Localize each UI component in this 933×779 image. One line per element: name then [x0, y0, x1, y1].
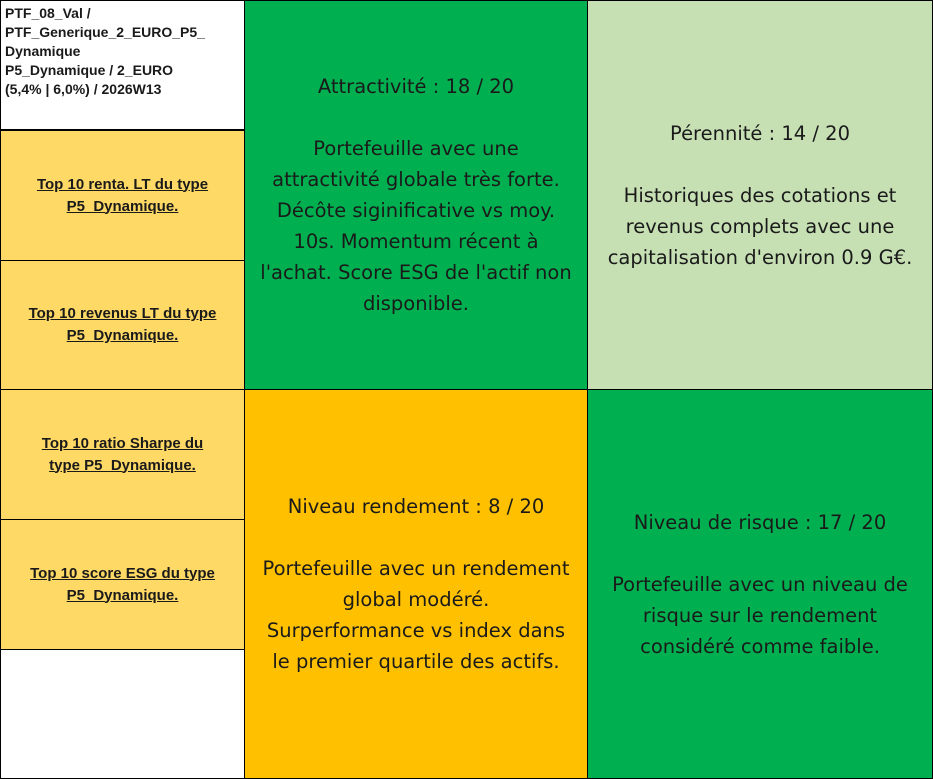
description-line: Historiques des cotations et	[623, 183, 897, 207]
portfolio-info-line: Dynamique	[5, 43, 81, 59]
top10-sharpe-cell	[0, 389, 245, 520]
attractivite-panel	[244, 0, 588, 390]
risque-title: Niveau de risque : 17 / 20	[633, 510, 887, 534]
link-line: Top 10 ratio Sharpe du	[41, 434, 204, 452]
top10-revenus-cell	[0, 260, 245, 390]
link-line: type P5_Dynamique.	[49, 456, 196, 474]
link-line: P5_Dynamique.	[66, 586, 179, 604]
description-line: capitalisation d'environ 0.9 G€.	[607, 245, 913, 269]
top10-renta-link[interactable]	[33, 174, 212, 218]
link-line: P5_Dynamique.	[66, 197, 179, 215]
portfolio-info-line: PTF_08_Val /	[5, 5, 91, 21]
attractivite-title: Attractivité : 18 / 20	[317, 75, 515, 98]
top10-esg-link[interactable]	[26, 563, 219, 607]
description-line: l'achat. Score ESG de l'actif non	[260, 261, 572, 284]
description-line: Surperformance vs index dans	[266, 619, 566, 642]
top10-esg-cell	[0, 519, 245, 650]
top10-revenus-link[interactable]	[25, 303, 221, 347]
description-line: considéré comme faible.	[640, 634, 880, 658]
perennite-title: Pérennité : 14 / 20	[670, 121, 850, 145]
rendement-description	[263, 553, 570, 677]
description-line: global modéré.	[342, 588, 490, 611]
link-line: Top 10 renta. LT du type	[36, 175, 209, 193]
link-line: Top 10 revenus LT du type	[28, 305, 217, 322]
risque-panel	[587, 389, 933, 779]
perennite-description	[608, 180, 913, 273]
description-line: 10s. Momentum récent à	[293, 230, 539, 253]
portfolio-info-line: P5_Dynamique / 2_EURO	[5, 62, 174, 78]
risque-description	[612, 569, 908, 662]
attractivite-description	[260, 133, 571, 319]
link-line: Top 10 score ESG du type	[30, 564, 215, 582]
rendement-title: Niveau rendement : 8 / 20	[287, 495, 545, 518]
portfolio-info-line: (5,4% | 6,0%) / 2026W13	[5, 81, 162, 97]
description-line: Portefeuille avec un niveau de	[612, 572, 908, 596]
link-line: P5_Dynamique.	[66, 327, 179, 344]
portfolio-info-line: PTF_Generique_2_EURO_P5_	[5, 24, 205, 40]
description-line: Décôte siginificative vs moy.	[276, 199, 556, 222]
description-line: Portefeuille avec un rendement	[262, 557, 570, 580]
description-line: risque sur le rendement	[642, 603, 878, 627]
description-line: disponible.	[362, 292, 469, 315]
empty-cell	[0, 649, 245, 779]
description-line: revenus complets avec une	[625, 214, 895, 238]
perennite-panel	[587, 0, 933, 390]
rendement-panel	[244, 389, 588, 779]
description-line: attractivité globale très forte.	[272, 168, 560, 191]
description-line: Portefeuille avec une	[313, 137, 519, 160]
top10-renta-cell	[0, 130, 245, 261]
top10-sharpe-link[interactable]	[38, 433, 207, 477]
description-line: le premier quartile des actifs.	[272, 650, 560, 673]
portfolio-info-box	[0, 0, 245, 130]
